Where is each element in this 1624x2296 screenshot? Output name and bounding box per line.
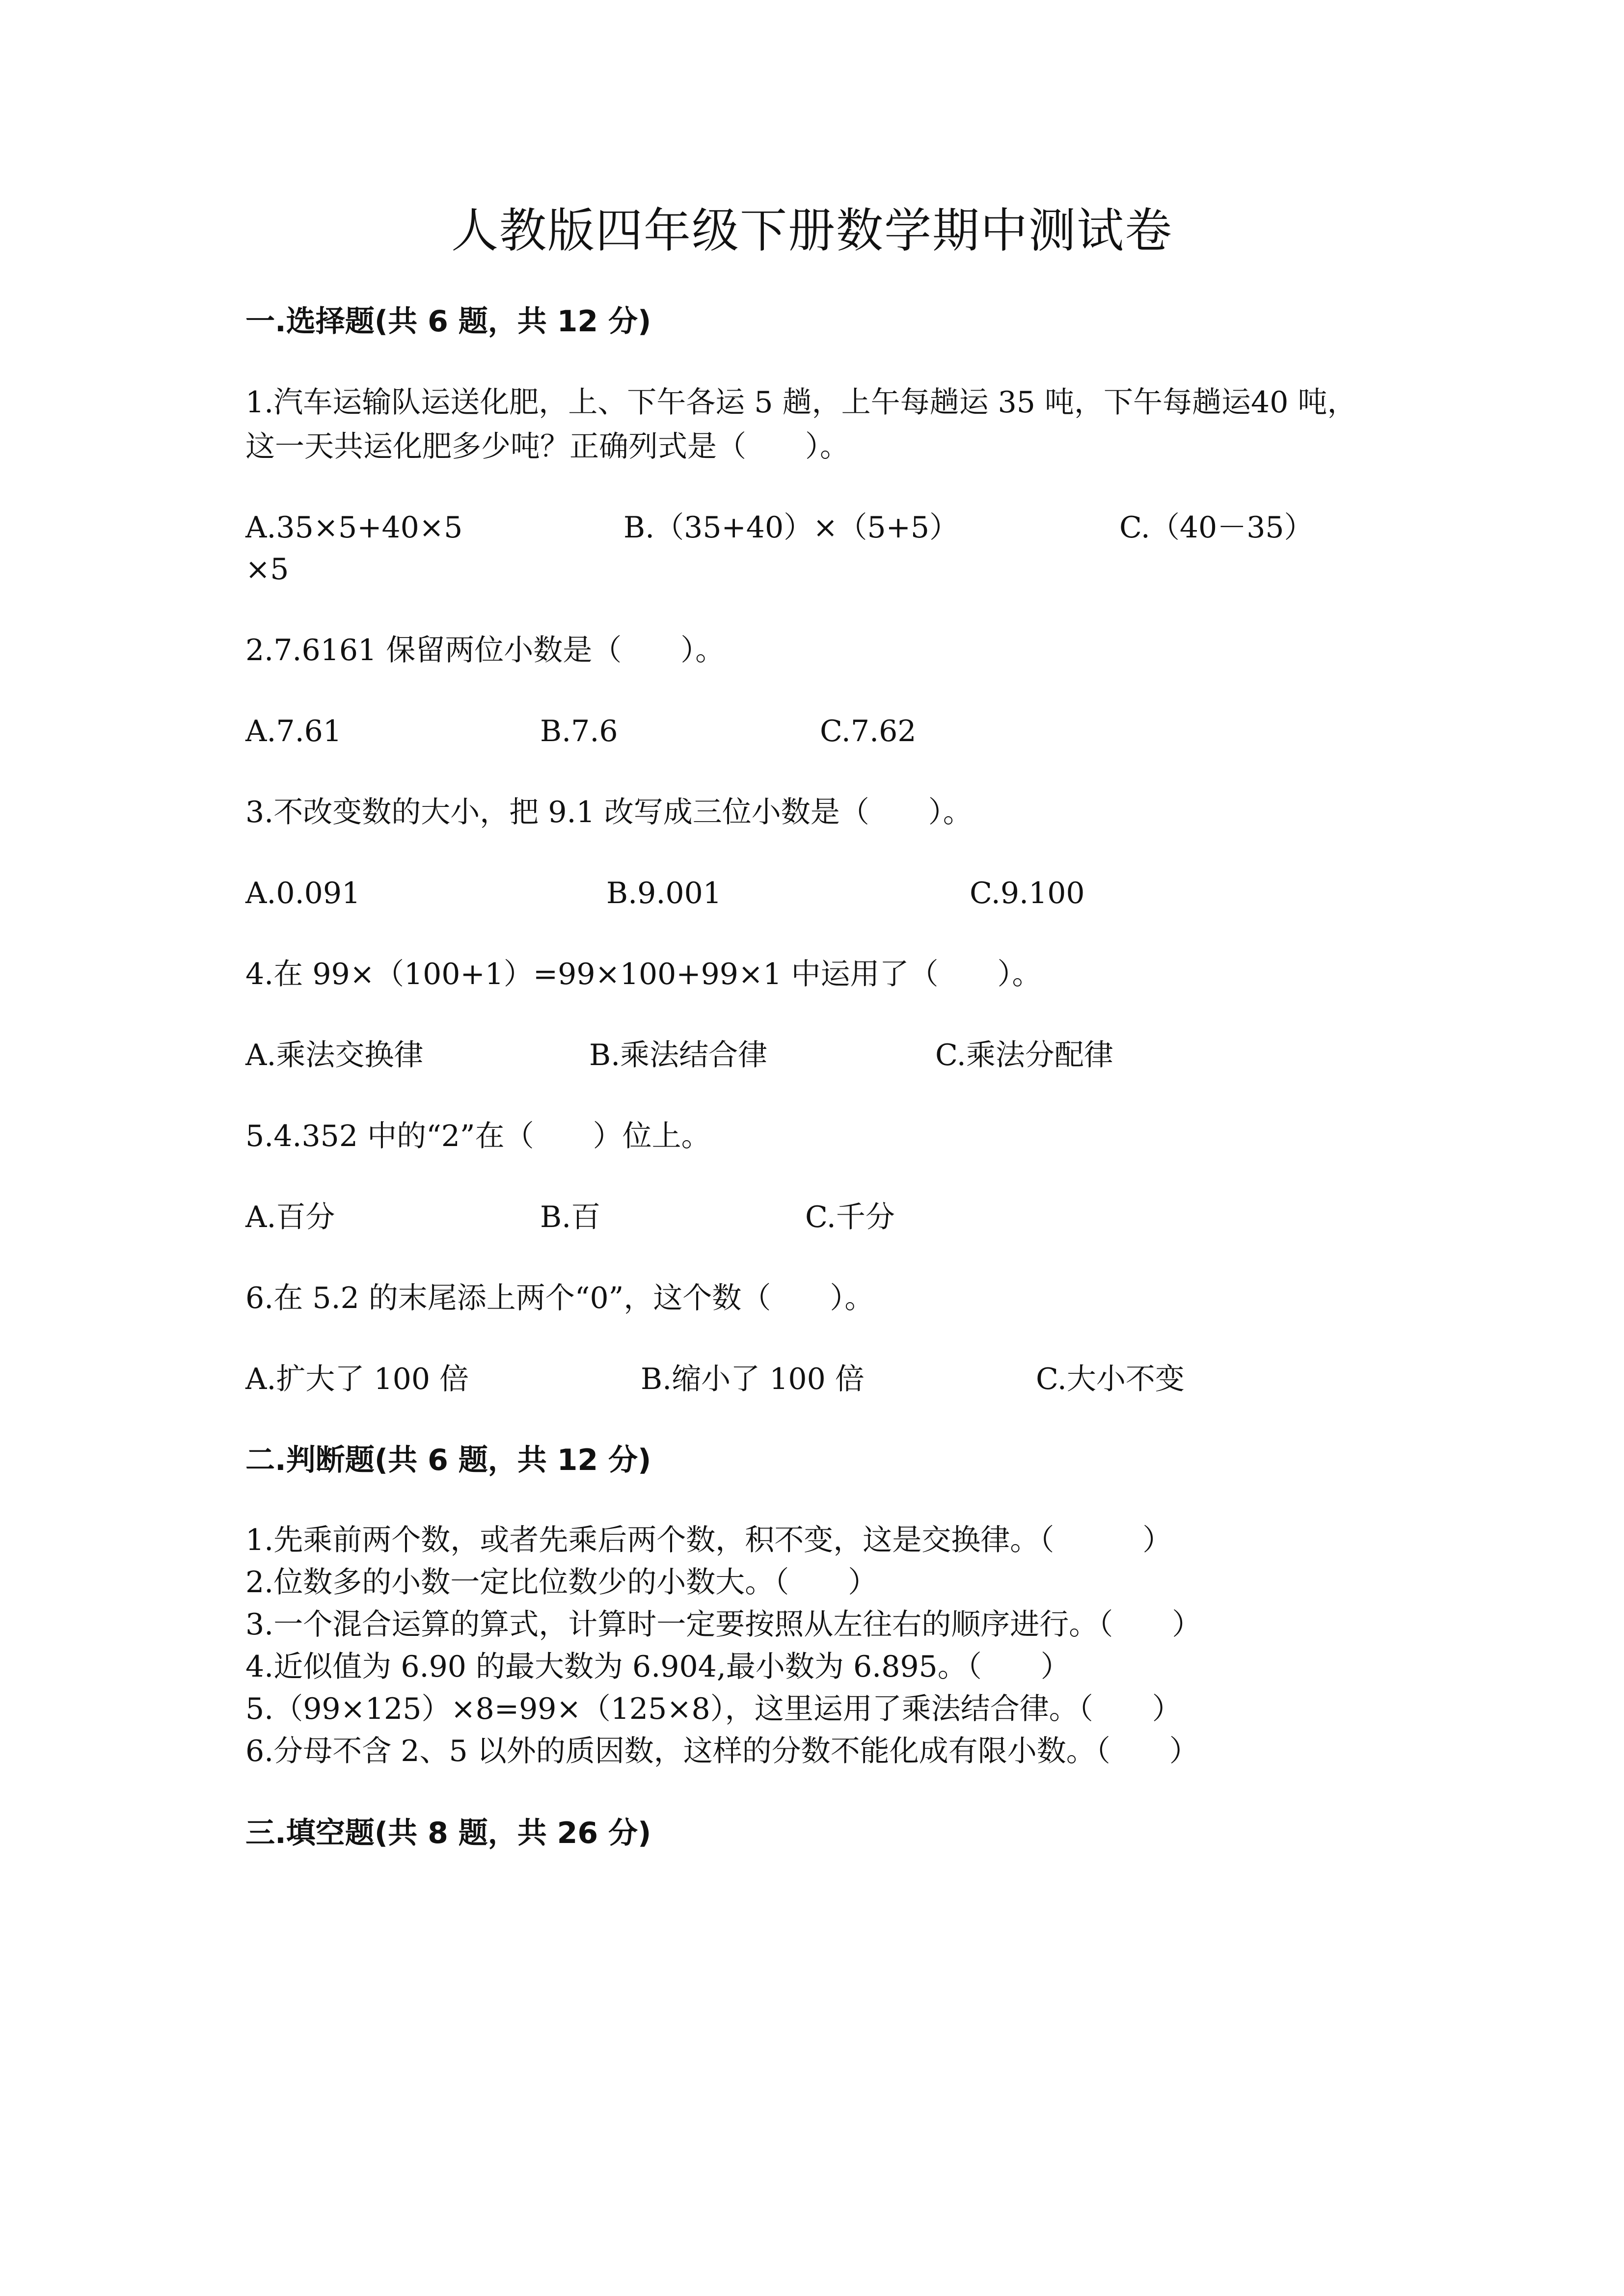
option-a: A.0.091 (245, 876, 361, 910)
judgement-item: 3.一个混合运算的算式，计算时一定要按照从左往右的顺序进行。（ ） (245, 1607, 1202, 1642)
option-c: C.9.100 (970, 876, 1085, 910)
option-b: B.7.6 (540, 714, 618, 748)
judgement-item: 1.先乘前两个数，或者先乘后两个数，积不变，这是交换律。（ ） (245, 1523, 1172, 1557)
question-stem: 3.不改变数的大小，把 9.1 改写成三位小数是（ ）。 (245, 795, 973, 829)
section-heading-choice: 一.选择题(共 6 题，共 12 分) (245, 304, 651, 339)
option-b: B.乘法结合律 (589, 1038, 768, 1072)
question-stem: 5.4.352 中的“2”在（ ）位上。 (245, 1119, 711, 1153)
section-heading-fill-blank: 三.填空题(共 8 题，共 26 分) (245, 1816, 651, 1850)
option-c: C.（40－35） (1119, 510, 1314, 545)
option-b: B.（35+40）×（5+5） (623, 510, 959, 545)
judgement-item: 6.分母不含 2、5 以外的质因数，这样的分数不能化成有限小数。（ ） (245, 1734, 1199, 1768)
option-a: A.乘法交换律 (245, 1038, 424, 1072)
option-a: A.扩大了 100 倍 (245, 1362, 469, 1396)
option-c: C.7.62 (820, 714, 917, 748)
option-b: B.百 (540, 1200, 601, 1234)
option-a: A.35×5+40×5 (245, 510, 463, 545)
judgement-item: 2.位数多的小数一定比位数少的小数大。（ ） (245, 1565, 878, 1600)
option-c: C.乘法分配律 (935, 1038, 1113, 1072)
option-c: C.大小不变 (1036, 1362, 1185, 1396)
option-a: A.7.61 (245, 714, 342, 748)
section-heading-judgement: 二.判断题(共 6 题，共 12 分) (245, 1443, 651, 1477)
question-stem: 2.7.6161 保留两位小数是（ ）。 (245, 633, 725, 667)
page-title: 人教版四年级下册数学期中测试卷 (451, 203, 1173, 258)
option-b: B.缩小了 100 倍 (641, 1362, 865, 1396)
option-c-continued: ×5 (245, 552, 289, 587)
option-a: A.百分 (245, 1200, 335, 1234)
question-stem: 6.在 5.2 的末尾添上两个“0”，这个数（ ）。 (245, 1281, 874, 1315)
option-b: B.9.001 (606, 876, 722, 910)
question-stem: 1.汽车运输队运送化肥，上、下午各运 5 趟，上午每趟运 35 吨，下午每趟运40 吨，这一天共运化肥多少吨？正确列式是（ ）。 (245, 385, 1357, 464)
judgement-item: 4.近似值为 6.90 的最大数为 6.904,最小数为 6.895。（ ） (245, 1650, 1070, 1684)
judgement-item: 5.（99×125）×8=99×（125×8），这里运用了乘法结合律。（ ） (245, 1692, 1182, 1726)
question-stem: 4.在 99×（100+1）=99×100+99×1 中运用了（ ）。 (245, 957, 1042, 991)
option-c: C.千分 (805, 1200, 895, 1234)
